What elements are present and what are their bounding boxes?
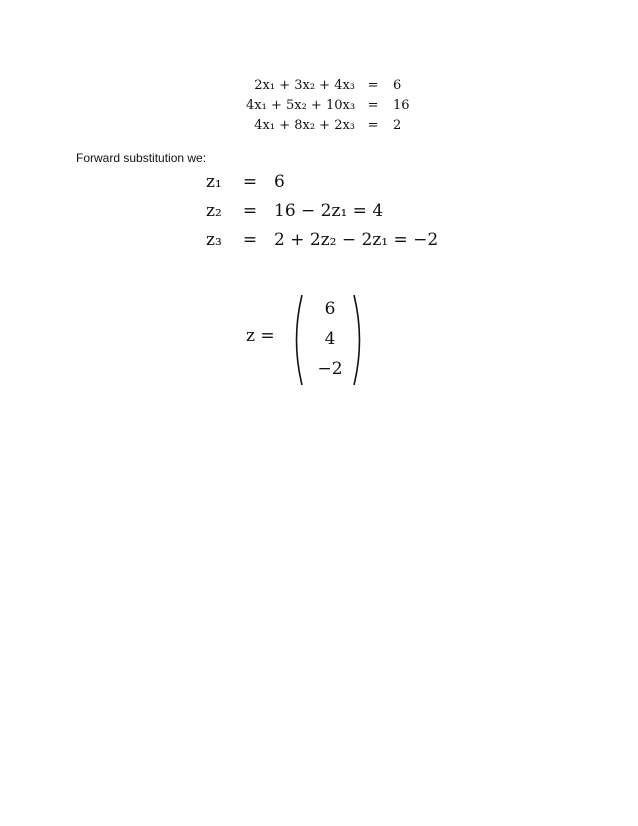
substitution-row (206, 168, 438, 197)
substitution-rhs: 6 (274, 172, 285, 192)
equation-rhs: 2 (393, 118, 402, 133)
equals-sign: = (242, 230, 258, 250)
vector-entries (306, 294, 354, 384)
equation-rhs: 6 (393, 78, 402, 93)
equals-sign: = (242, 172, 258, 192)
lhs-text: 4x₁ + 8x₂ + 2x₃ (254, 118, 356, 133)
equals-sign: = (367, 78, 379, 93)
substitution-rhs: 16 − 2z₁ = 4 (274, 201, 384, 221)
vector-label: z = (246, 326, 275, 346)
equation-lhs (246, 96, 365, 116)
substitution-row (206, 226, 438, 255)
left-parenthesis (290, 294, 304, 386)
section-caption: Forward substitution we: (76, 151, 207, 165)
equation-lhs (246, 76, 365, 96)
equation-system (246, 76, 410, 136)
vector-entry: −2 (317, 359, 343, 379)
right-parenthesis (352, 294, 366, 386)
equals-sign: = (242, 201, 258, 221)
substitution-rhs: 2 + 2z₂ − 2z₁ = −2 (274, 230, 439, 250)
substitution-variable: z₃ (206, 230, 222, 250)
substitution-variable: z₁ (206, 172, 222, 192)
equation-lhs (246, 116, 365, 136)
vector-entry: 6 (324, 299, 336, 319)
equation-row (246, 76, 410, 96)
result-vector (246, 292, 386, 388)
vector-entry: 4 (324, 329, 336, 349)
forward-substitution (206, 168, 438, 255)
equation-row (246, 116, 410, 136)
equation-rhs: 16 (393, 98, 410, 113)
lhs-text: 4x₁ + 5x₂ + 10x₃ (246, 98, 356, 113)
equals-sign: = (367, 98, 379, 113)
substitution-row (206, 197, 438, 226)
lhs-text: 2x₁ + 3x₂ + 4x₃ (254, 78, 356, 93)
equals-sign: = (367, 118, 379, 133)
substitution-variable: z₂ (206, 201, 222, 221)
equation-row (246, 96, 410, 116)
